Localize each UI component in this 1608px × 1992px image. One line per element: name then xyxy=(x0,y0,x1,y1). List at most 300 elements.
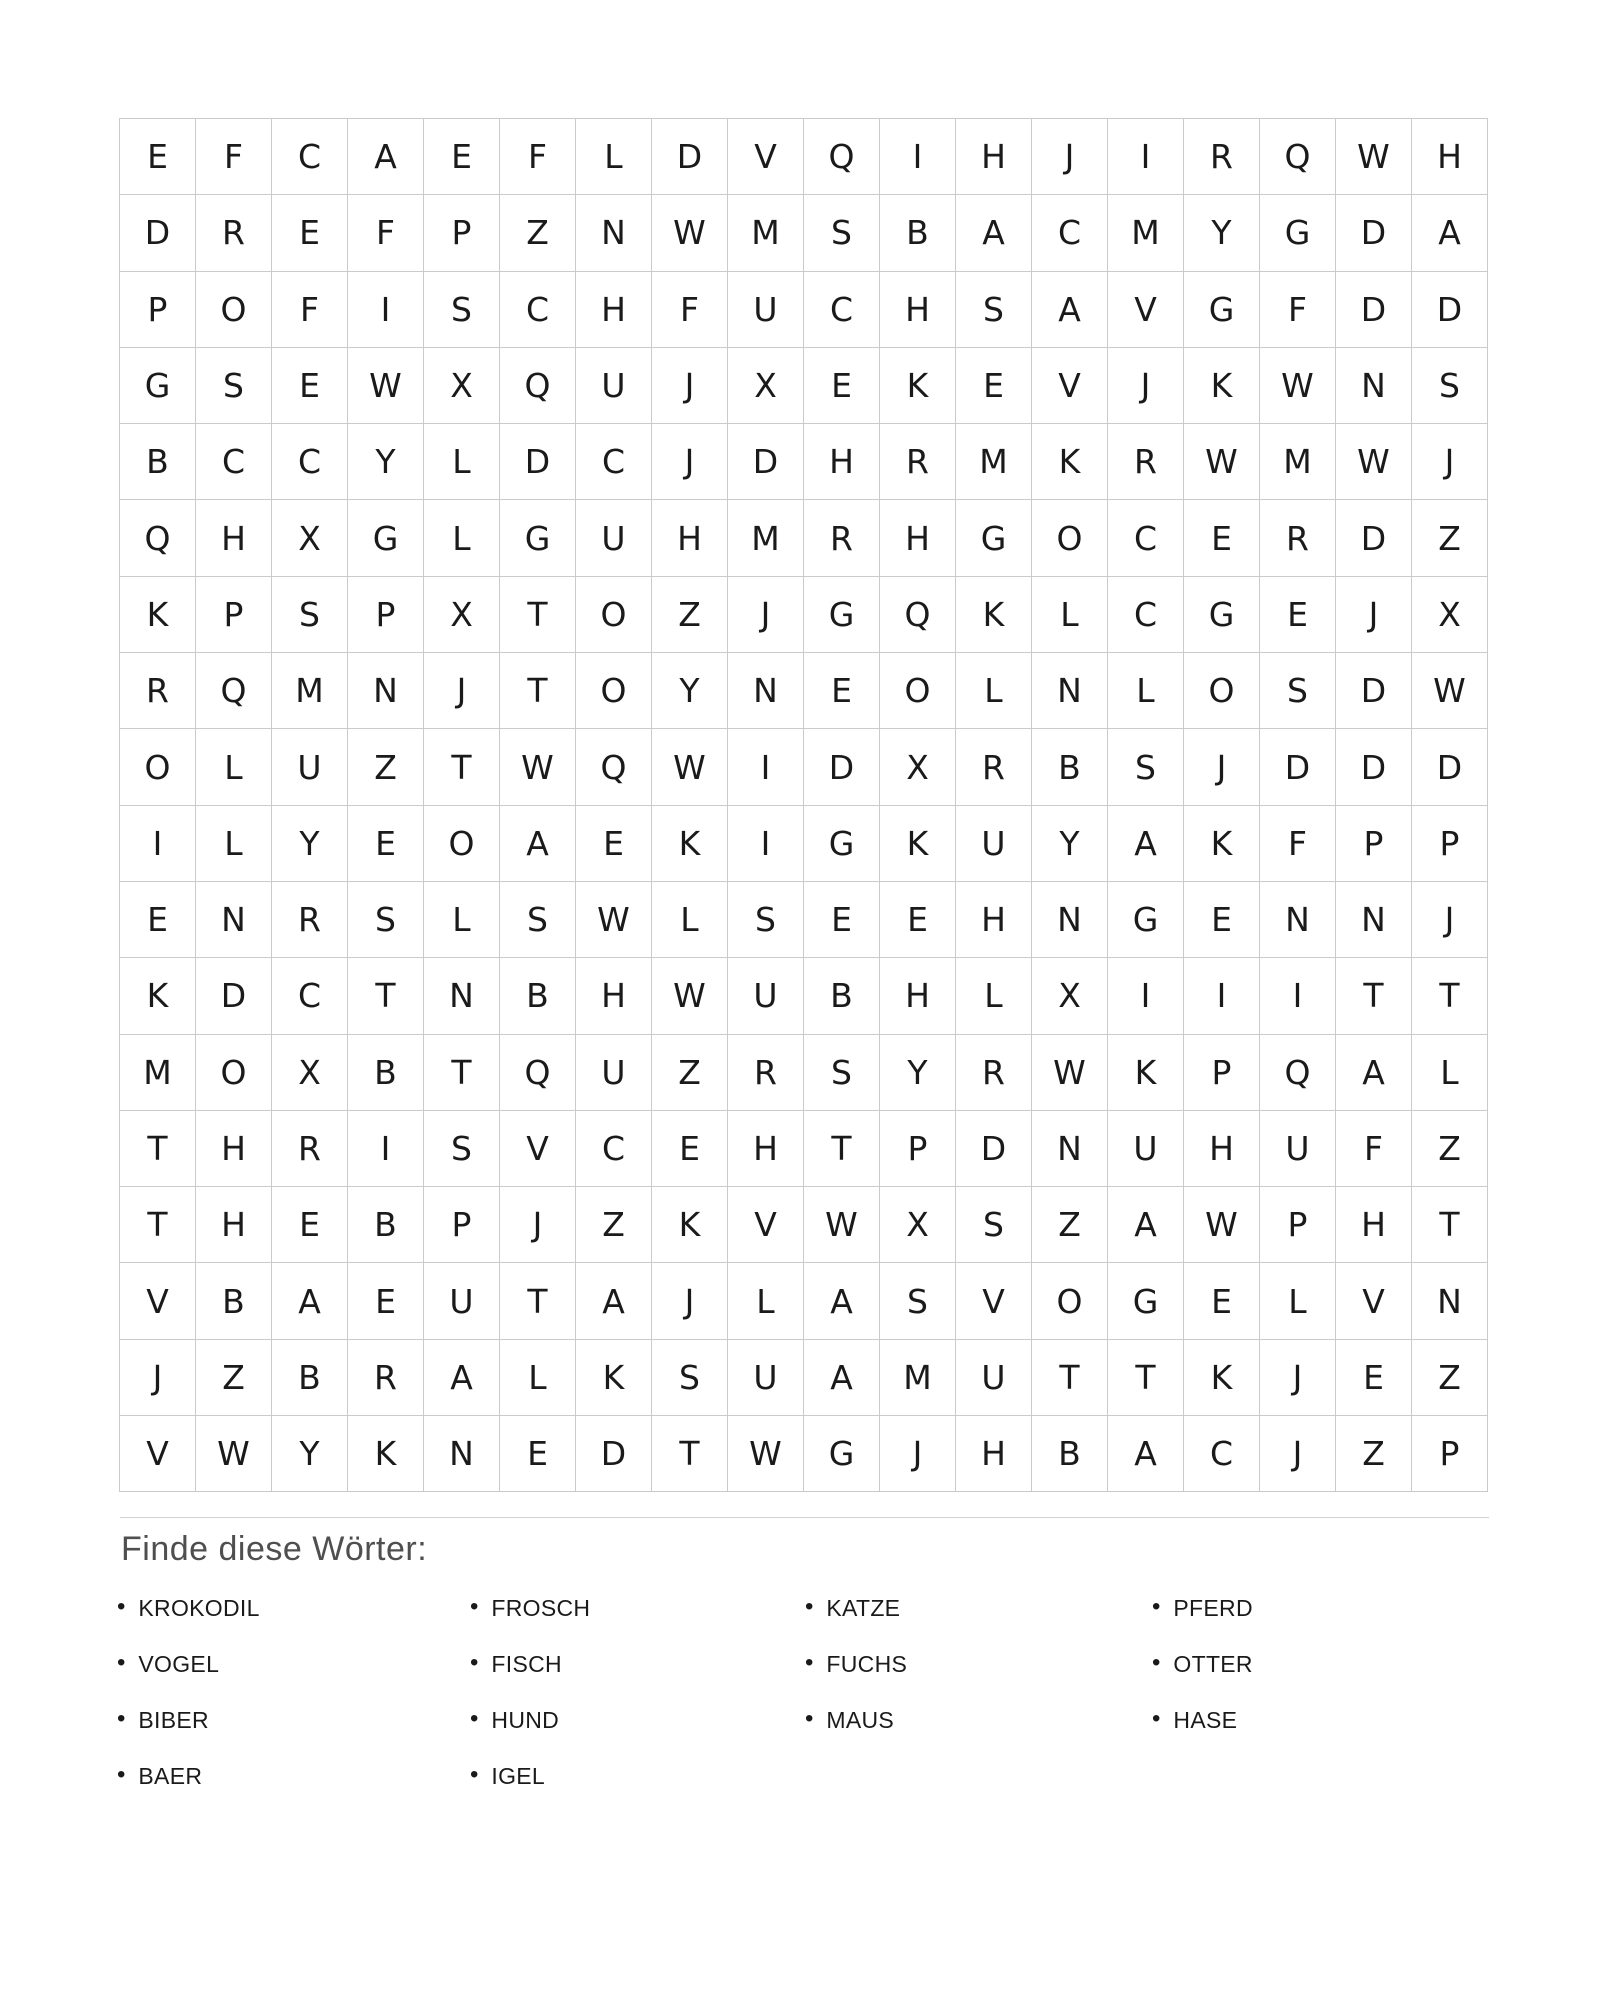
grid-cell-r17-c7[interactable]: K xyxy=(576,1340,652,1416)
grid-cell-r1-c12[interactable]: H xyxy=(956,119,1032,195)
grid-cell-r5-c4[interactable]: Y xyxy=(348,424,424,500)
grid-cell-r18-c4[interactable]: K xyxy=(348,1416,424,1492)
grid-cell-r16-c5[interactable]: U xyxy=(424,1263,500,1339)
grid-cell-r4-c13[interactable]: V xyxy=(1032,348,1108,424)
grid-cell-r12-c6[interactable]: B xyxy=(500,958,576,1034)
grid-cell-r12-c5[interactable]: N xyxy=(424,958,500,1034)
grid-cell-r17-c13[interactable]: T xyxy=(1032,1340,1108,1416)
grid-cell-r18-c13[interactable]: B xyxy=(1032,1416,1108,1492)
grid-cell-r17-c4[interactable]: R xyxy=(348,1340,424,1416)
grid-cell-r11-c5[interactable]: L xyxy=(424,882,500,958)
grid-cell-r12-c15[interactable]: I xyxy=(1184,958,1260,1034)
grid-cell-r3-c4[interactable]: I xyxy=(348,272,424,348)
grid-cell-r3-c13[interactable]: A xyxy=(1032,272,1108,348)
grid-cell-r6-c4[interactable]: G xyxy=(348,500,424,576)
grid-cell-r6-c11[interactable]: H xyxy=(880,500,956,576)
grid-cell-r17-c1[interactable]: J xyxy=(120,1340,196,1416)
grid-cell-r8-c14[interactable]: L xyxy=(1108,653,1184,729)
grid-cell-r14-c18[interactable]: Z xyxy=(1412,1111,1488,1187)
grid-cell-r16-c18[interactable]: N xyxy=(1412,1263,1488,1339)
grid-cell-r11-c10[interactable]: E xyxy=(804,882,880,958)
grid-cell-r7-c16[interactable]: E xyxy=(1260,577,1336,653)
grid-cell-r1-c6[interactable]: F xyxy=(500,119,576,195)
grid-cell-r7-c10[interactable]: G xyxy=(804,577,880,653)
grid-cell-r12-c13[interactable]: X xyxy=(1032,958,1108,1034)
grid-cell-r8-c5[interactable]: J xyxy=(424,653,500,729)
grid-cell-r10-c11[interactable]: K xyxy=(880,806,956,882)
grid-cell-r7-c15[interactable]: G xyxy=(1184,577,1260,653)
grid-cell-r13-c9[interactable]: R xyxy=(728,1035,804,1111)
grid-cell-r14-c14[interactable]: U xyxy=(1108,1111,1184,1187)
grid-cell-r4-c12[interactable]: E xyxy=(956,348,1032,424)
grid-cell-r10-c15[interactable]: K xyxy=(1184,806,1260,882)
grid-cell-r9-c10[interactable]: D xyxy=(804,729,880,805)
grid-cell-r12-c14[interactable]: I xyxy=(1108,958,1184,1034)
grid-cell-r2-c10[interactable]: S xyxy=(804,195,880,271)
grid-cell-r9-c12[interactable]: R xyxy=(956,729,1032,805)
grid-cell-r1-c14[interactable]: I xyxy=(1108,119,1184,195)
grid-cell-r13-c1[interactable]: M xyxy=(120,1035,196,1111)
grid-cell-r6-c3[interactable]: X xyxy=(272,500,348,576)
grid-cell-r17-c8[interactable]: S xyxy=(652,1340,728,1416)
grid-cell-r8-c15[interactable]: O xyxy=(1184,653,1260,729)
grid-cell-r9-c18[interactable]: D xyxy=(1412,729,1488,805)
grid-cell-r2-c9[interactable]: M xyxy=(728,195,804,271)
grid-cell-r3-c17[interactable]: D xyxy=(1336,272,1412,348)
grid-cell-r7-c14[interactable]: C xyxy=(1108,577,1184,653)
grid-cell-r10-c7[interactable]: E xyxy=(576,806,652,882)
grid-cell-r6-c14[interactable]: C xyxy=(1108,500,1184,576)
grid-cell-r18-c11[interactable]: J xyxy=(880,1416,956,1492)
grid-cell-r14-c12[interactable]: D xyxy=(956,1111,1032,1187)
grid-cell-r13-c14[interactable]: K xyxy=(1108,1035,1184,1111)
grid-cell-r3-c14[interactable]: V xyxy=(1108,272,1184,348)
grid-cell-r7-c12[interactable]: K xyxy=(956,577,1032,653)
grid-cell-r10-c12[interactable]: U xyxy=(956,806,1032,882)
grid-cell-r13-c12[interactable]: R xyxy=(956,1035,1032,1111)
grid-cell-r1-c4[interactable]: A xyxy=(348,119,424,195)
grid-cell-r14-c9[interactable]: H xyxy=(728,1111,804,1187)
grid-cell-r10-c17[interactable]: P xyxy=(1336,806,1412,882)
grid-cell-r18-c3[interactable]: Y xyxy=(272,1416,348,1492)
grid-cell-r4-c16[interactable]: W xyxy=(1260,348,1336,424)
grid-cell-r14-c15[interactable]: H xyxy=(1184,1111,1260,1187)
grid-cell-r17-c16[interactable]: J xyxy=(1260,1340,1336,1416)
grid-cell-r11-c12[interactable]: H xyxy=(956,882,1032,958)
grid-cell-r2-c1[interactable]: D xyxy=(120,195,196,271)
grid-cell-r11-c17[interactable]: N xyxy=(1336,882,1412,958)
grid-cell-r11-c7[interactable]: W xyxy=(576,882,652,958)
grid-cell-r14-c13[interactable]: N xyxy=(1032,1111,1108,1187)
grid-cell-r10-c16[interactable]: F xyxy=(1260,806,1336,882)
grid-cell-r8-c13[interactable]: N xyxy=(1032,653,1108,729)
grid-cell-r15-c18[interactable]: T xyxy=(1412,1187,1488,1263)
grid-cell-r16-c3[interactable]: A xyxy=(272,1263,348,1339)
grid-cell-r6-c7[interactable]: U xyxy=(576,500,652,576)
grid-cell-r17-c14[interactable]: T xyxy=(1108,1340,1184,1416)
grid-cell-r14-c17[interactable]: F xyxy=(1336,1111,1412,1187)
grid-cell-r14-c16[interactable]: U xyxy=(1260,1111,1336,1187)
grid-cell-r11-c18[interactable]: J xyxy=(1412,882,1488,958)
grid-cell-r10-c14[interactable]: A xyxy=(1108,806,1184,882)
grid-cell-r16-c8[interactable]: J xyxy=(652,1263,728,1339)
grid-cell-r5-c10[interactable]: H xyxy=(804,424,880,500)
grid-cell-r17-c9[interactable]: U xyxy=(728,1340,804,1416)
grid-cell-r11-c11[interactable]: E xyxy=(880,882,956,958)
grid-cell-r12-c7[interactable]: H xyxy=(576,958,652,1034)
grid-cell-r4-c18[interactable]: S xyxy=(1412,348,1488,424)
grid-cell-r14-c10[interactable]: T xyxy=(804,1111,880,1187)
grid-cell-r4-c14[interactable]: J xyxy=(1108,348,1184,424)
grid-cell-r9-c1[interactable]: O xyxy=(120,729,196,805)
grid-cell-r6-c10[interactable]: R xyxy=(804,500,880,576)
grid-cell-r8-c7[interactable]: O xyxy=(576,653,652,729)
grid-cell-r3-c15[interactable]: G xyxy=(1184,272,1260,348)
grid-cell-r12-c8[interactable]: W xyxy=(652,958,728,1034)
grid-cell-r2-c16[interactable]: G xyxy=(1260,195,1336,271)
grid-cell-r5-c3[interactable]: C xyxy=(272,424,348,500)
grid-cell-r12-c4[interactable]: T xyxy=(348,958,424,1034)
grid-cell-r17-c12[interactable]: U xyxy=(956,1340,1032,1416)
grid-cell-r3-c9[interactable]: U xyxy=(728,272,804,348)
grid-cell-r18-c12[interactable]: H xyxy=(956,1416,1032,1492)
grid-cell-r14-c5[interactable]: S xyxy=(424,1111,500,1187)
grid-cell-r17-c3[interactable]: B xyxy=(272,1340,348,1416)
grid-cell-r13-c6[interactable]: Q xyxy=(500,1035,576,1111)
grid-cell-r5-c15[interactable]: W xyxy=(1184,424,1260,500)
grid-cell-r4-c4[interactable]: W xyxy=(348,348,424,424)
grid-cell-r14-c1[interactable]: T xyxy=(120,1111,196,1187)
grid-cell-r15-c13[interactable]: Z xyxy=(1032,1187,1108,1263)
grid-cell-r6-c15[interactable]: E xyxy=(1184,500,1260,576)
grid-cell-r11-c1[interactable]: E xyxy=(120,882,196,958)
grid-cell-r5-c9[interactable]: D xyxy=(728,424,804,500)
grid-cell-r1-c17[interactable]: W xyxy=(1336,119,1412,195)
grid-cell-r3-c8[interactable]: F xyxy=(652,272,728,348)
grid-cell-r11-c3[interactable]: R xyxy=(272,882,348,958)
grid-cell-r15-c16[interactable]: P xyxy=(1260,1187,1336,1263)
grid-cell-r16-c15[interactable]: E xyxy=(1184,1263,1260,1339)
grid-cell-r1-c16[interactable]: Q xyxy=(1260,119,1336,195)
grid-cell-r11-c13[interactable]: N xyxy=(1032,882,1108,958)
grid-cell-r2-c2[interactable]: R xyxy=(196,195,272,271)
grid-cell-r11-c8[interactable]: L xyxy=(652,882,728,958)
grid-cell-r17-c17[interactable]: E xyxy=(1336,1340,1412,1416)
grid-cell-r6-c16[interactable]: R xyxy=(1260,500,1336,576)
grid-cell-r2-c17[interactable]: D xyxy=(1336,195,1412,271)
grid-cell-r13-c3[interactable]: X xyxy=(272,1035,348,1111)
grid-cell-r13-c18[interactable]: L xyxy=(1412,1035,1488,1111)
grid-cell-r15-c2[interactable]: H xyxy=(196,1187,272,1263)
grid-cell-r13-c2[interactable]: O xyxy=(196,1035,272,1111)
grid-cell-r12-c17[interactable]: T xyxy=(1336,958,1412,1034)
grid-cell-r3-c16[interactable]: F xyxy=(1260,272,1336,348)
grid-cell-r12-c11[interactable]: H xyxy=(880,958,956,1034)
grid-cell-r1-c9[interactable]: V xyxy=(728,119,804,195)
grid-cell-r4-c15[interactable]: K xyxy=(1184,348,1260,424)
grid-cell-r3-c6[interactable]: C xyxy=(500,272,576,348)
grid-cell-r7-c18[interactable]: X xyxy=(1412,577,1488,653)
grid-cell-r15-c14[interactable]: A xyxy=(1108,1187,1184,1263)
grid-cell-r3-c10[interactable]: C xyxy=(804,272,880,348)
grid-cell-r2-c13[interactable]: C xyxy=(1032,195,1108,271)
grid-cell-r15-c4[interactable]: B xyxy=(348,1187,424,1263)
grid-cell-r12-c1[interactable]: K xyxy=(120,958,196,1034)
grid-cell-r2-c4[interactable]: F xyxy=(348,195,424,271)
grid-cell-r12-c2[interactable]: D xyxy=(196,958,272,1034)
grid-cell-r5-c11[interactable]: R xyxy=(880,424,956,500)
grid-cell-r7-c17[interactable]: J xyxy=(1336,577,1412,653)
grid-cell-r8-c2[interactable]: Q xyxy=(196,653,272,729)
grid-cell-r18-c10[interactable]: G xyxy=(804,1416,880,1492)
grid-cell-r9-c14[interactable]: S xyxy=(1108,729,1184,805)
grid-cell-r8-c3[interactable]: M xyxy=(272,653,348,729)
grid-cell-r15-c17[interactable]: H xyxy=(1336,1187,1412,1263)
grid-cell-r16-c1[interactable]: V xyxy=(120,1263,196,1339)
grid-cell-r2-c7[interactable]: N xyxy=(576,195,652,271)
grid-cell-r10-c13[interactable]: Y xyxy=(1032,806,1108,882)
grid-cell-r18-c6[interactable]: E xyxy=(500,1416,576,1492)
grid-cell-r16-c16[interactable]: L xyxy=(1260,1263,1336,1339)
grid-cell-r10-c18[interactable]: P xyxy=(1412,806,1488,882)
grid-cell-r12-c12[interactable]: L xyxy=(956,958,1032,1034)
grid-cell-r6-c17[interactable]: D xyxy=(1336,500,1412,576)
grid-cell-r6-c6[interactable]: G xyxy=(500,500,576,576)
grid-cell-r9-c5[interactable]: T xyxy=(424,729,500,805)
grid-cell-r15-c7[interactable]: Z xyxy=(576,1187,652,1263)
grid-cell-r4-c6[interactable]: Q xyxy=(500,348,576,424)
grid-cell-r15-c10[interactable]: W xyxy=(804,1187,880,1263)
grid-cell-r10-c8[interactable]: K xyxy=(652,806,728,882)
grid-cell-r1-c1[interactable]: E xyxy=(120,119,196,195)
grid-cell-r5-c18[interactable]: J xyxy=(1412,424,1488,500)
grid-cell-r15-c3[interactable]: E xyxy=(272,1187,348,1263)
grid-cell-r1-c5[interactable]: E xyxy=(424,119,500,195)
grid-cell-r2-c3[interactable]: E xyxy=(272,195,348,271)
grid-cell-r5-c8[interactable]: J xyxy=(652,424,728,500)
grid-cell-r13-c4[interactable]: B xyxy=(348,1035,424,1111)
grid-cell-r4-c1[interactable]: G xyxy=(120,348,196,424)
grid-cell-r17-c11[interactable]: M xyxy=(880,1340,956,1416)
grid-cell-r9-c6[interactable]: W xyxy=(500,729,576,805)
grid-cell-r9-c15[interactable]: J xyxy=(1184,729,1260,805)
grid-cell-r15-c12[interactable]: S xyxy=(956,1187,1032,1263)
grid-cell-r2-c12[interactable]: A xyxy=(956,195,1032,271)
grid-cell-r10-c5[interactable]: O xyxy=(424,806,500,882)
grid-cell-r6-c13[interactable]: O xyxy=(1032,500,1108,576)
grid-cell-r15-c8[interactable]: K xyxy=(652,1187,728,1263)
grid-cell-r14-c2[interactable]: H xyxy=(196,1111,272,1187)
grid-cell-r11-c9[interactable]: S xyxy=(728,882,804,958)
grid-cell-r3-c18[interactable]: D xyxy=(1412,272,1488,348)
grid-cell-r14-c3[interactable]: R xyxy=(272,1111,348,1187)
grid-cell-r4-c2[interactable]: S xyxy=(196,348,272,424)
grid-cell-r18-c9[interactable]: W xyxy=(728,1416,804,1492)
grid-cell-r6-c1[interactable]: Q xyxy=(120,500,196,576)
grid-cell-r8-c18[interactable]: W xyxy=(1412,653,1488,729)
grid-cell-r16-c9[interactable]: L xyxy=(728,1263,804,1339)
grid-cell-r13-c16[interactable]: Q xyxy=(1260,1035,1336,1111)
grid-cell-r8-c17[interactable]: D xyxy=(1336,653,1412,729)
grid-cell-r4-c10[interactable]: E xyxy=(804,348,880,424)
grid-cell-r2-c5[interactable]: P xyxy=(424,195,500,271)
grid-cell-r17-c2[interactable]: Z xyxy=(196,1340,272,1416)
grid-cell-r9-c4[interactable]: Z xyxy=(348,729,424,805)
grid-cell-r12-c16[interactable]: I xyxy=(1260,958,1336,1034)
grid-cell-r3-c1[interactable]: P xyxy=(120,272,196,348)
grid-cell-r2-c14[interactable]: M xyxy=(1108,195,1184,271)
grid-cell-r8-c11[interactable]: O xyxy=(880,653,956,729)
grid-cell-r8-c10[interactable]: E xyxy=(804,653,880,729)
grid-cell-r8-c16[interactable]: S xyxy=(1260,653,1336,729)
grid-cell-r18-c2[interactable]: W xyxy=(196,1416,272,1492)
grid-cell-r13-c10[interactable]: S xyxy=(804,1035,880,1111)
grid-cell-r16-c12[interactable]: V xyxy=(956,1263,1032,1339)
grid-cell-r16-c7[interactable]: A xyxy=(576,1263,652,1339)
grid-cell-r9-c17[interactable]: D xyxy=(1336,729,1412,805)
grid-cell-r9-c7[interactable]: Q xyxy=(576,729,652,805)
grid-cell-r8-c8[interactable]: Y xyxy=(652,653,728,729)
grid-cell-r5-c12[interactable]: M xyxy=(956,424,1032,500)
grid-cell-r7-c11[interactable]: Q xyxy=(880,577,956,653)
grid-cell-r16-c6[interactable]: T xyxy=(500,1263,576,1339)
grid-cell-r1-c3[interactable]: C xyxy=(272,119,348,195)
grid-cell-r10-c10[interactable]: G xyxy=(804,806,880,882)
grid-cell-r13-c8[interactable]: Z xyxy=(652,1035,728,1111)
grid-cell-r9-c8[interactable]: W xyxy=(652,729,728,805)
grid-cell-r3-c11[interactable]: H xyxy=(880,272,956,348)
grid-cell-r4-c9[interactable]: X xyxy=(728,348,804,424)
grid-cell-r7-c8[interactable]: Z xyxy=(652,577,728,653)
grid-cell-r14-c6[interactable]: V xyxy=(500,1111,576,1187)
grid-cell-r10-c4[interactable]: E xyxy=(348,806,424,882)
grid-cell-r5-c16[interactable]: M xyxy=(1260,424,1336,500)
grid-cell-r10-c6[interactable]: A xyxy=(500,806,576,882)
grid-cell-r9-c9[interactable]: I xyxy=(728,729,804,805)
grid-cell-r5-c2[interactable]: C xyxy=(196,424,272,500)
grid-cell-r10-c1[interactable]: I xyxy=(120,806,196,882)
grid-cell-r18-c18[interactable]: P xyxy=(1412,1416,1488,1492)
grid-cell-r7-c7[interactable]: O xyxy=(576,577,652,653)
grid-cell-r11-c16[interactable]: N xyxy=(1260,882,1336,958)
grid-cell-r13-c17[interactable]: A xyxy=(1336,1035,1412,1111)
grid-cell-r9-c13[interactable]: B xyxy=(1032,729,1108,805)
grid-cell-r16-c10[interactable]: A xyxy=(804,1263,880,1339)
grid-cell-r7-c13[interactable]: L xyxy=(1032,577,1108,653)
grid-cell-r7-c1[interactable]: K xyxy=(120,577,196,653)
grid-cell-r1-c8[interactable]: D xyxy=(652,119,728,195)
grid-cell-r10-c3[interactable]: Y xyxy=(272,806,348,882)
grid-cell-r7-c3[interactable]: S xyxy=(272,577,348,653)
grid-cell-r14-c11[interactable]: P xyxy=(880,1111,956,1187)
grid-cell-r5-c1[interactable]: B xyxy=(120,424,196,500)
grid-cell-r10-c9[interactable]: I xyxy=(728,806,804,882)
grid-cell-r4-c11[interactable]: K xyxy=(880,348,956,424)
grid-cell-r3-c5[interactable]: S xyxy=(424,272,500,348)
grid-cell-r6-c12[interactable]: G xyxy=(956,500,1032,576)
grid-cell-r2-c6[interactable]: Z xyxy=(500,195,576,271)
grid-cell-r10-c2[interactable]: L xyxy=(196,806,272,882)
grid-cell-r4-c5[interactable]: X xyxy=(424,348,500,424)
grid-cell-r12-c9[interactable]: U xyxy=(728,958,804,1034)
grid-cell-r14-c4[interactable]: I xyxy=(348,1111,424,1187)
grid-cell-r7-c4[interactable]: P xyxy=(348,577,424,653)
grid-cell-r9-c3[interactable]: U xyxy=(272,729,348,805)
grid-cell-r6-c8[interactable]: H xyxy=(652,500,728,576)
grid-cell-r16-c11[interactable]: S xyxy=(880,1263,956,1339)
grid-cell-r14-c7[interactable]: C xyxy=(576,1111,652,1187)
grid-cell-r5-c14[interactable]: R xyxy=(1108,424,1184,500)
grid-cell-r15-c9[interactable]: V xyxy=(728,1187,804,1263)
grid-cell-r15-c11[interactable]: X xyxy=(880,1187,956,1263)
grid-cell-r5-c17[interactable]: W xyxy=(1336,424,1412,500)
grid-cell-r17-c15[interactable]: K xyxy=(1184,1340,1260,1416)
grid-cell-r1-c2[interactable]: F xyxy=(196,119,272,195)
grid-cell-r5-c7[interactable]: C xyxy=(576,424,652,500)
grid-cell-r8-c6[interactable]: T xyxy=(500,653,576,729)
grid-cell-r4-c7[interactable]: U xyxy=(576,348,652,424)
grid-cell-r9-c16[interactable]: D xyxy=(1260,729,1336,805)
grid-cell-r18-c14[interactable]: A xyxy=(1108,1416,1184,1492)
grid-cell-r18-c17[interactable]: Z xyxy=(1336,1416,1412,1492)
grid-cell-r11-c14[interactable]: G xyxy=(1108,882,1184,958)
grid-cell-r11-c4[interactable]: S xyxy=(348,882,424,958)
grid-cell-r15-c15[interactable]: W xyxy=(1184,1187,1260,1263)
grid-cell-r6-c2[interactable]: H xyxy=(196,500,272,576)
grid-cell-r13-c15[interactable]: P xyxy=(1184,1035,1260,1111)
grid-cell-r17-c10[interactable]: A xyxy=(804,1340,880,1416)
grid-cell-r12-c10[interactable]: B xyxy=(804,958,880,1034)
grid-cell-r16-c17[interactable]: V xyxy=(1336,1263,1412,1339)
grid-cell-r3-c2[interactable]: O xyxy=(196,272,272,348)
grid-cell-r16-c2[interactable]: B xyxy=(196,1263,272,1339)
grid-cell-r17-c5[interactable]: A xyxy=(424,1340,500,1416)
grid-cell-r1-c10[interactable]: Q xyxy=(804,119,880,195)
grid-cell-r5-c5[interactable]: L xyxy=(424,424,500,500)
grid-cell-r18-c1[interactable]: V xyxy=(120,1416,196,1492)
grid-cell-r7-c2[interactable]: P xyxy=(196,577,272,653)
grid-cell-r11-c2[interactable]: N xyxy=(196,882,272,958)
grid-cell-r18-c15[interactable]: C xyxy=(1184,1416,1260,1492)
grid-cell-r17-c6[interactable]: L xyxy=(500,1340,576,1416)
grid-cell-r6-c5[interactable]: L xyxy=(424,500,500,576)
grid-cell-r1-c11[interactable]: I xyxy=(880,119,956,195)
grid-cell-r18-c8[interactable]: T xyxy=(652,1416,728,1492)
grid-cell-r13-c13[interactable]: W xyxy=(1032,1035,1108,1111)
grid-cell-r14-c8[interactable]: E xyxy=(652,1111,728,1187)
grid-cell-r16-c4[interactable]: E xyxy=(348,1263,424,1339)
grid-cell-r1-c7[interactable]: L xyxy=(576,119,652,195)
grid-cell-r15-c5[interactable]: P xyxy=(424,1187,500,1263)
grid-cell-r11-c6[interactable]: S xyxy=(500,882,576,958)
grid-cell-r8-c1[interactable]: R xyxy=(120,653,196,729)
grid-cell-r11-c15[interactable]: E xyxy=(1184,882,1260,958)
grid-cell-r18-c7[interactable]: D xyxy=(576,1416,652,1492)
grid-cell-r2-c8[interactable]: W xyxy=(652,195,728,271)
grid-cell-r12-c18[interactable]: T xyxy=(1412,958,1488,1034)
grid-cell-r8-c9[interactable]: N xyxy=(728,653,804,729)
grid-cell-r9-c2[interactable]: L xyxy=(196,729,272,805)
grid-cell-r6-c9[interactable]: M xyxy=(728,500,804,576)
grid-cell-r17-c18[interactable]: Z xyxy=(1412,1340,1488,1416)
grid-cell-r16-c13[interactable]: O xyxy=(1032,1263,1108,1339)
grid-cell-r2-c18[interactable]: A xyxy=(1412,195,1488,271)
grid-cell-r6-c18[interactable]: Z xyxy=(1412,500,1488,576)
grid-cell-r15-c1[interactable]: T xyxy=(120,1187,196,1263)
grid-cell-r3-c3[interactable]: F xyxy=(272,272,348,348)
grid-cell-r2-c15[interactable]: Y xyxy=(1184,195,1260,271)
grid-cell-r16-c14[interactable]: G xyxy=(1108,1263,1184,1339)
